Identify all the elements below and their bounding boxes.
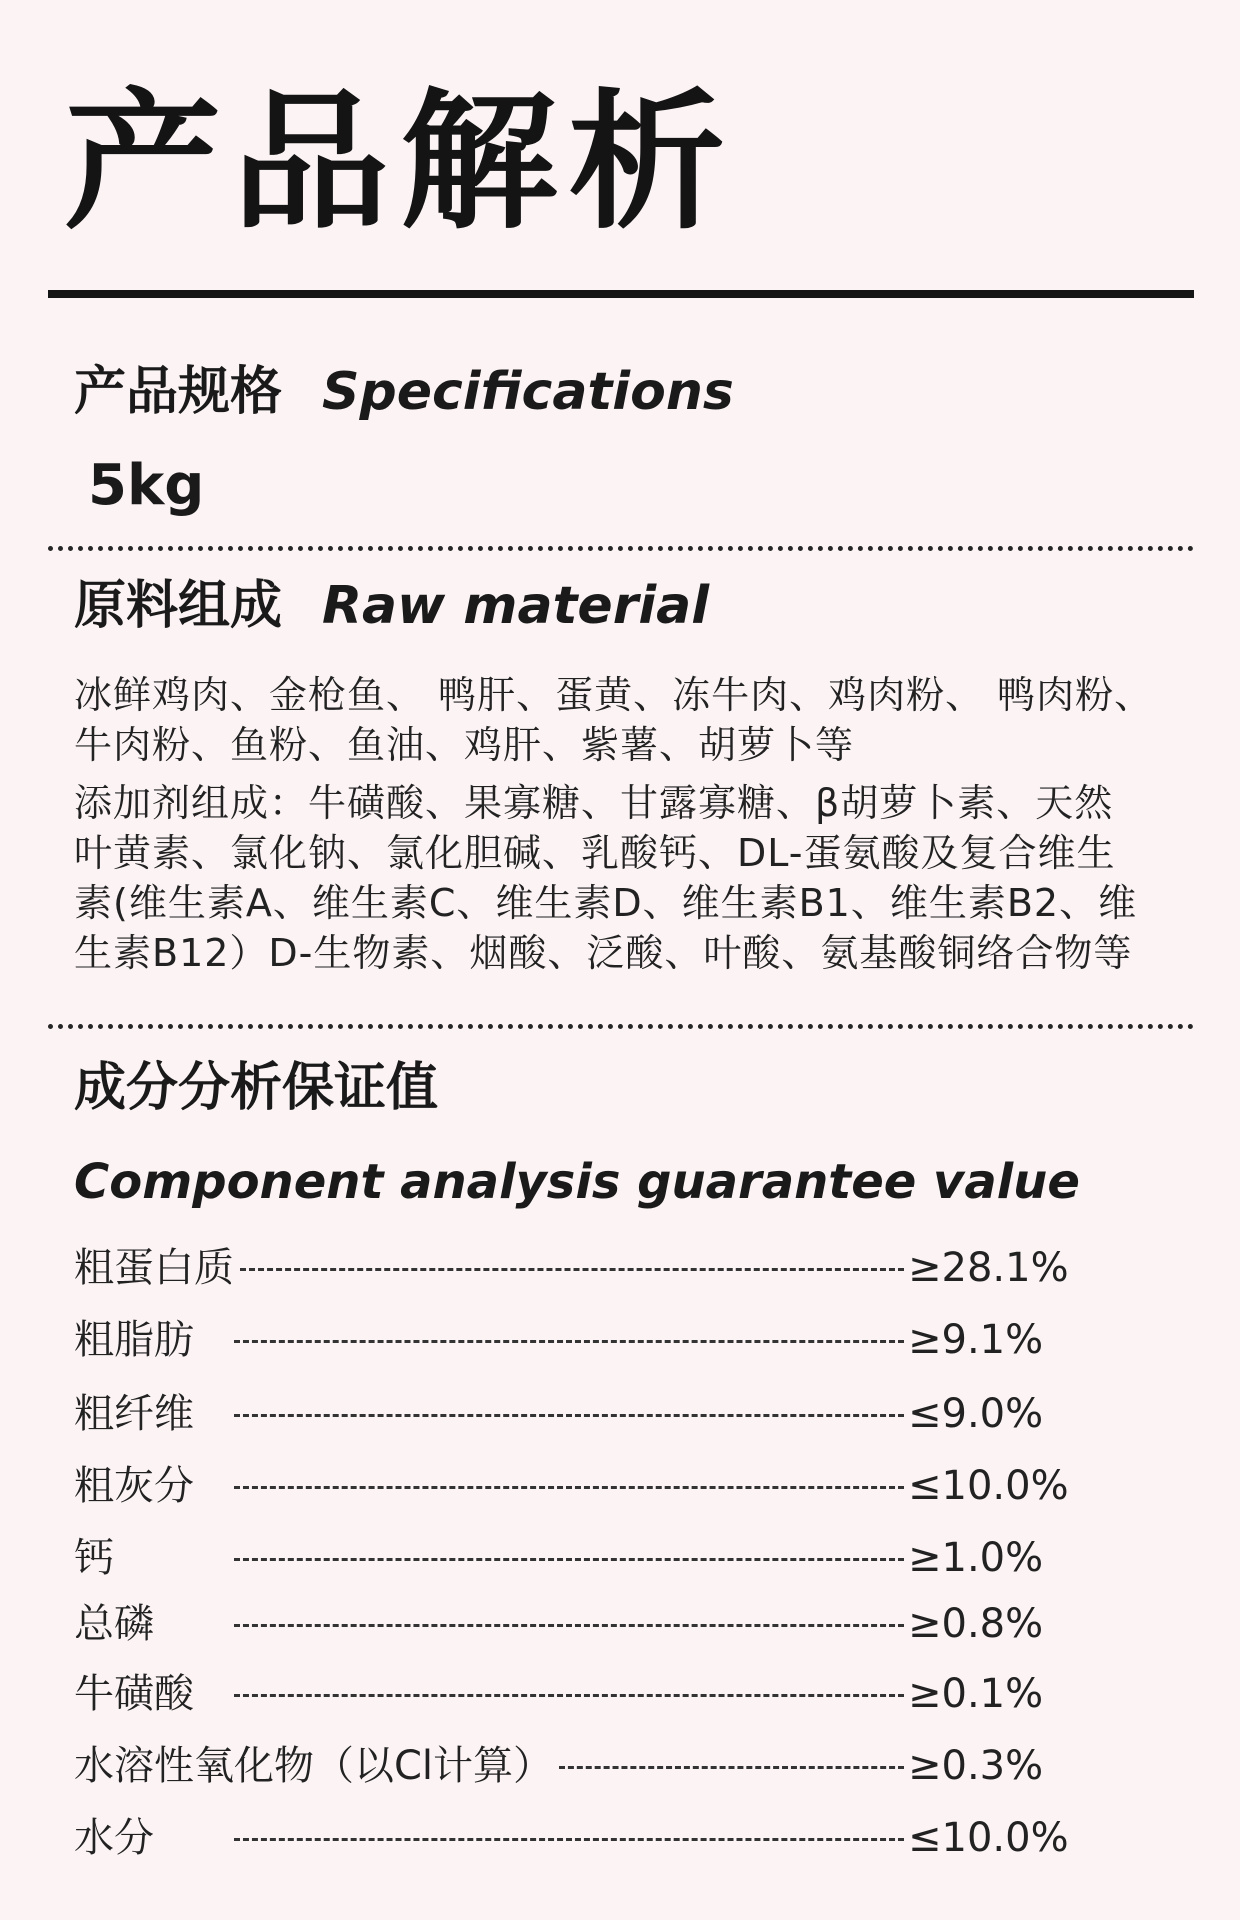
analysis-row xyxy=(74,1532,1174,1584)
title-divider xyxy=(48,290,1194,298)
additives-line: 叶黄素、氯化钠、氯化胆碱、乳酸钙、DL-蛋氨酸及复合维生 xyxy=(74,831,1116,875)
analysis-row-leader xyxy=(234,1558,904,1561)
analysis-row-value: ≥0.3% xyxy=(908,1743,1044,1789)
analysis-row-value: ≤9.0% xyxy=(908,1391,1044,1437)
analysis-row-leader xyxy=(234,1694,904,1697)
analysis-row xyxy=(74,1668,1174,1720)
page-title: 产品解析 xyxy=(64,76,737,250)
raw-material-heading-cn: 原料组成 xyxy=(74,576,283,636)
specifications-heading xyxy=(74,362,734,422)
analysis-row-label: 水溶性氧化物（以Cl计算） xyxy=(74,1743,554,1789)
analysis-row-label: 水分 xyxy=(74,1815,154,1861)
analysis-row-label: 牛磺酸 xyxy=(74,1671,194,1717)
analysis-row xyxy=(74,1812,1174,1864)
analysis-heading-en: Component analysis guarantee value xyxy=(74,1154,1080,1210)
analysis-row-value: ≥0.1% xyxy=(908,1671,1044,1717)
analysis-row-label: 粗脂肪 xyxy=(74,1317,194,1363)
analysis-row-label: 粗纤维 xyxy=(74,1391,194,1437)
analysis-row xyxy=(74,1242,1174,1294)
analysis-heading-cn: 成分分析保证值 xyxy=(74,1058,439,1118)
additives-text xyxy=(74,778,1184,978)
additives-line: 添加剂组成：牛磺酸、果寡糖、甘露寡糖、β胡萝卜素、天然 xyxy=(74,781,1114,825)
analysis-row-leader xyxy=(234,1414,904,1417)
analysis-row xyxy=(74,1740,1174,1792)
raw-material-heading xyxy=(74,576,710,636)
specifications-heading-en: Specifications xyxy=(322,362,734,422)
analysis-row-leader xyxy=(559,1766,904,1769)
analysis-row xyxy=(74,1314,1174,1366)
analysis-row xyxy=(74,1388,1174,1440)
specifications-heading-cn: 产品规格 xyxy=(74,362,283,422)
analysis-row xyxy=(74,1598,1174,1650)
specifications-value: 5kg xyxy=(88,453,205,518)
analysis-row-label: 钙 xyxy=(74,1535,114,1581)
analysis-row-value: ≤10.0% xyxy=(908,1463,1069,1509)
analysis-row-leader xyxy=(240,1268,904,1271)
analysis-row-value: ≥1.0% xyxy=(908,1535,1044,1581)
analysis-row-leader xyxy=(234,1340,904,1343)
analysis-row-label: 粗灰分 xyxy=(74,1463,194,1509)
dotted-divider-1 xyxy=(48,546,1194,551)
raw-material-heading-en: Raw material xyxy=(322,576,710,636)
ingredients-line: 冰鲜鸡肉、金枪鱼、 鸭肝、蛋黄、冻牛肉、鸡肉粉、 鸭肉粉、 xyxy=(74,673,1154,717)
additives-line: 素(维生素A、维生素C、维生素D、维生素B1、维生素B2、维 xyxy=(74,881,1138,925)
analysis-row-leader xyxy=(234,1486,904,1489)
analysis-row-leader xyxy=(234,1624,904,1627)
analysis-row-label: 总磷 xyxy=(74,1601,154,1647)
ingredients-text xyxy=(74,670,1184,770)
dotted-divider-2 xyxy=(48,1024,1194,1029)
analysis-row-value: ≤10.0% xyxy=(908,1815,1069,1861)
ingredients-line: 牛肉粉、鱼粉、鱼油、鸡肝、紫薯、胡萝卜等 xyxy=(74,723,855,767)
analysis-row-label: 粗蛋白质 xyxy=(74,1245,234,1291)
analysis-row-value: ≥28.1% xyxy=(908,1245,1069,1291)
additives-line: 生素B12）D-生物素、烟酸、泛酸、叶酸、氨基酸铜络合物等 xyxy=(74,931,1133,975)
analysis-row-value: ≥9.1% xyxy=(908,1317,1044,1363)
analysis-row xyxy=(74,1460,1174,1512)
analysis-row-value: ≥0.8% xyxy=(908,1601,1044,1647)
analysis-row-leader xyxy=(234,1838,904,1841)
